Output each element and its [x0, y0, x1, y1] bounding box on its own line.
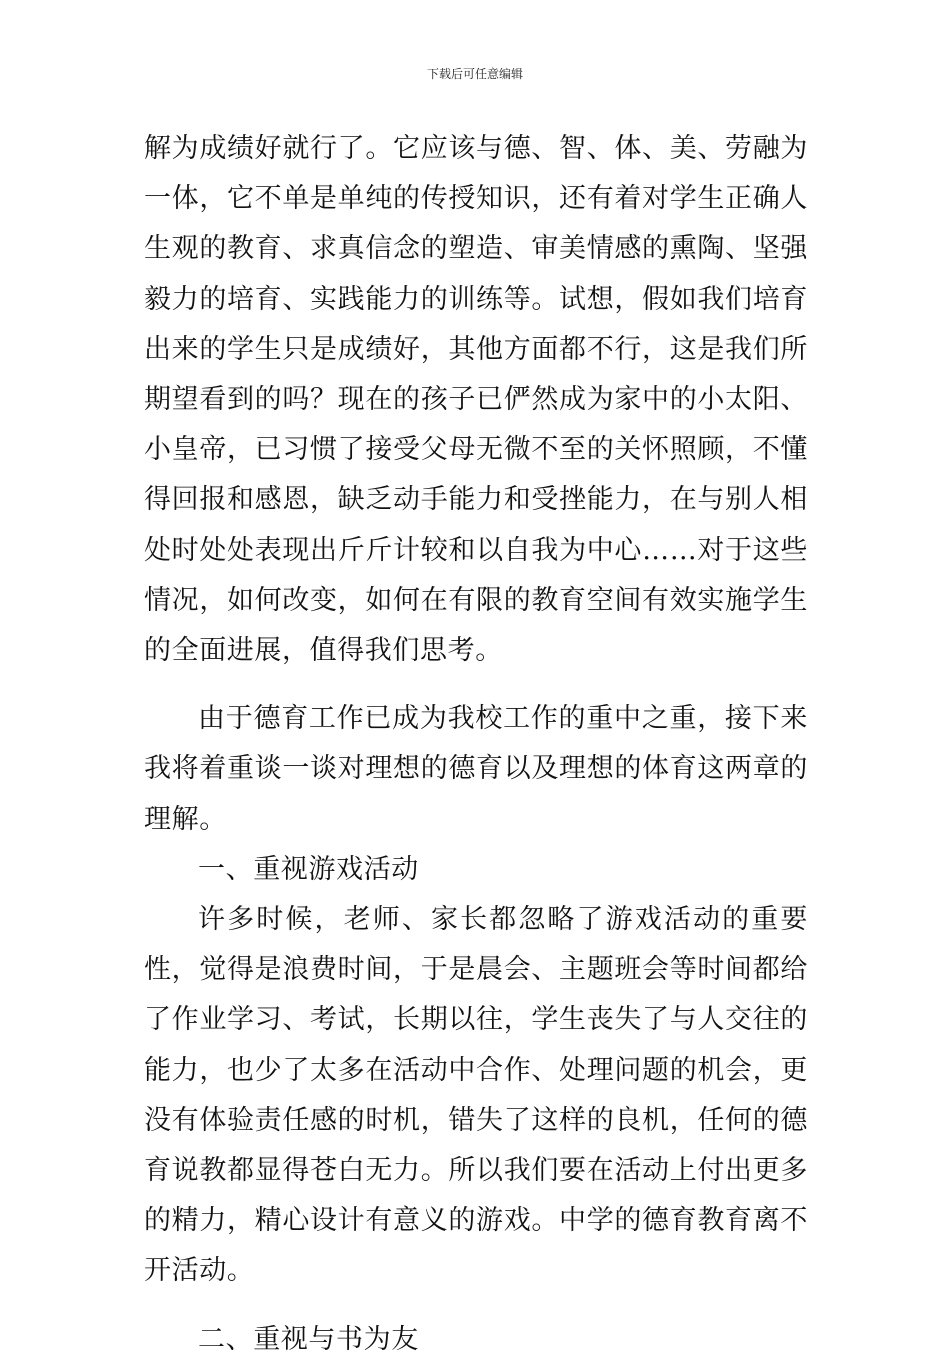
- paragraph-continued: 解为成绩好就行了。它应该与德、智、体、美、劳融为一体，它不单是单纯的传授知识，还有着对学生正确人生观的教育、求真信念的塑造、审美情感的熏陶、坚强毅力的培育、实践能力的训练等。试想，假如我们培育出来的学生只是成绩好，其他方面都不行，这是我们所期望看到的吗？现在的孩子已俨然成为家中的小太阳、小皇帝，已习惯了接受父母无微不至的关怀照顾，不懂得回报和感恩，缺乏动手能力和受挫能力，在与别人相处时处处表现出斤斤计较和以自我为中心……对于这些情况，如何改变，如何在有限的教育空间有效实施学生的全面进展，值得我们思考。: [144, 133, 808, 667]
- section-heading-books: 二、重视与书为友: [198, 1323, 419, 1355]
- page-header: 下载后可任意编辑: [426, 67, 523, 81]
- paragraph-games: 许多时候，老师、家长都忽略了游戏活动的重要性，觉得是浪费时间，于是晨会、主题班会等时间都给了作业学习、考试，长期以往，学生丧失了与人交往的能力，也少了太多在活动中合作、处理问题的机会，更没有体验责任感的时机，错失了这样的良机，任何的德育说教都显得苍白无力。所以我们要在活动上付出更多的精力，精心设计有意义的游戏。中学的德育教育离不开活动。: [144, 904, 808, 1287]
- paragraph-moral-education: 由于德育工作已成为我校工作的重中之重，接下来我将着重谈一谈对理想的德育以及理想的体育这两章的理解。: [144, 703, 808, 835]
- document-body: [144, 124, 808, 1365]
- section-heading-games: 一、重视游戏活动: [198, 853, 419, 885]
